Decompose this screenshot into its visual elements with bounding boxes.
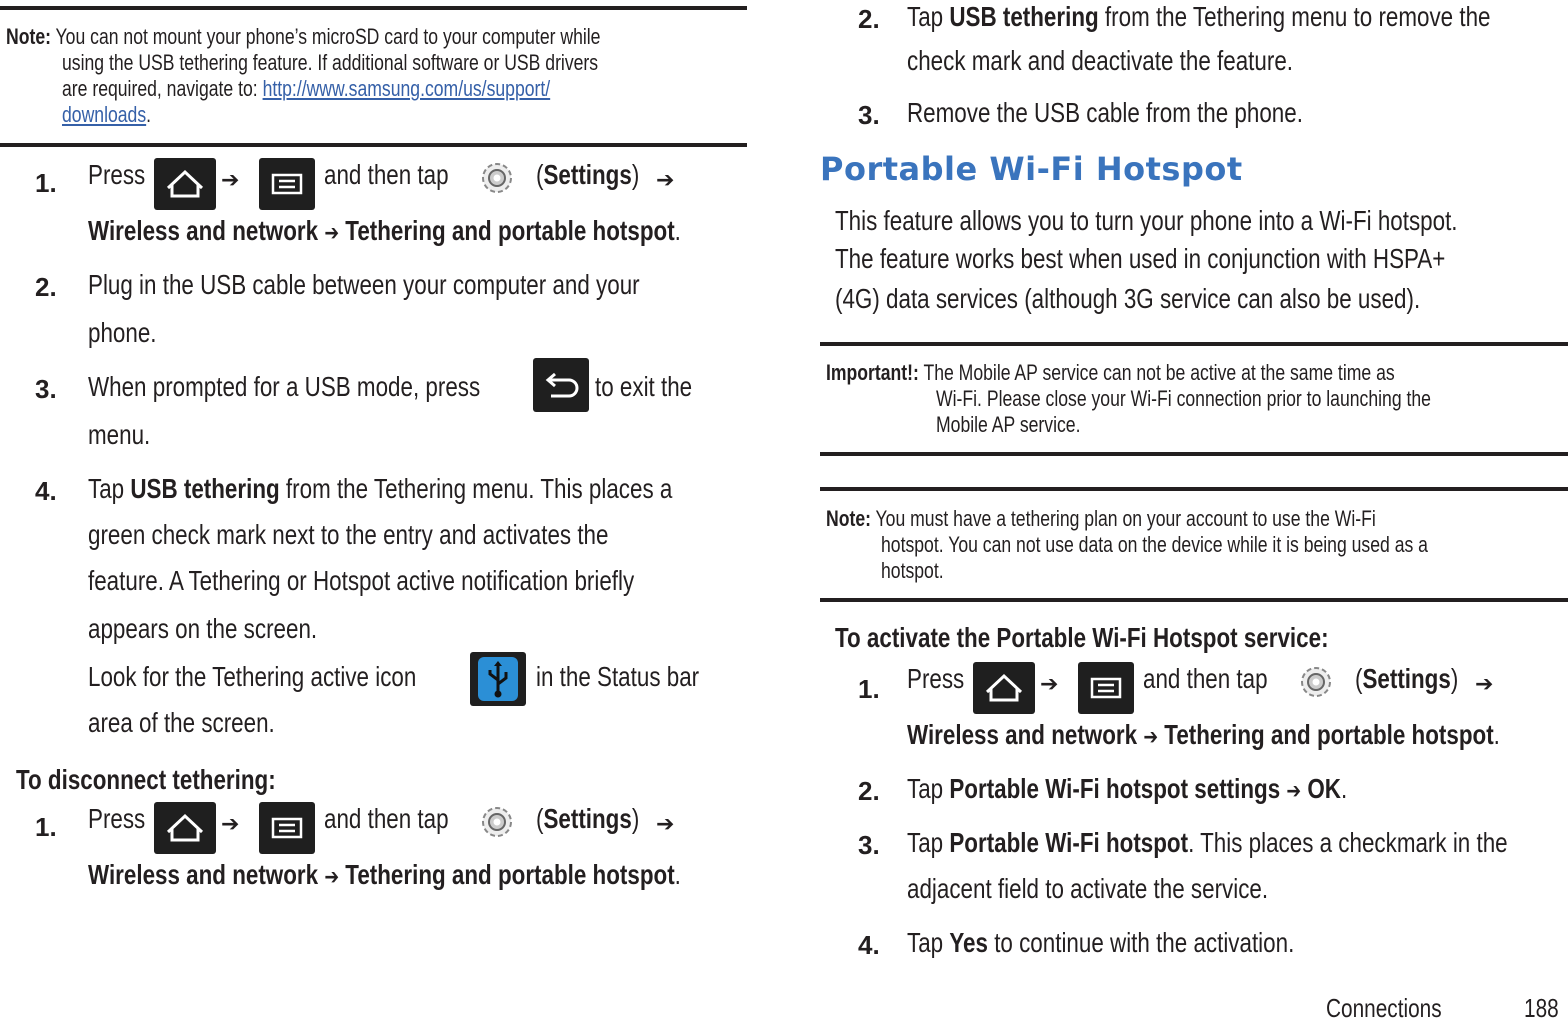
- settings-gear-icon: [1292, 660, 1340, 712]
- important-bottom-rule: [820, 452, 1568, 456]
- arrow-icon: ➔: [1475, 672, 1494, 697]
- samsung-downloads-link[interactable]: downloads: [62, 102, 147, 127]
- step-number: 4.: [858, 930, 880, 960]
- menu-key-icon: [259, 158, 315, 210]
- note-label: Note:: [6, 24, 51, 49]
- step-number: 4.: [35, 476, 57, 506]
- home-key-icon: [154, 158, 216, 210]
- step-number: 2.: [35, 272, 57, 302]
- step-number: 3.: [35, 374, 57, 404]
- step-number: 2.: [858, 4, 880, 34]
- note-top-rule: [820, 487, 1568, 491]
- note-top-rule: [0, 6, 747, 10]
- home-key-icon: [154, 802, 216, 854]
- disconnect-heading: To disconnect tethering:: [16, 764, 276, 795]
- step-number: 1.: [35, 812, 57, 842]
- usb-tethering-icon: [470, 652, 526, 706]
- step-number: 3.: [858, 100, 880, 130]
- menu-key-icon: [1078, 662, 1134, 714]
- activate-heading: To activate the Portable Wi-Fi Hotspot service:: [835, 622, 1329, 653]
- page-number: 188: [1524, 993, 1559, 1023]
- back-key-icon: [533, 358, 589, 412]
- settings-gear-icon: [473, 800, 521, 852]
- step-number: 1.: [858, 674, 880, 704]
- arrow-icon: ➔: [221, 812, 240, 837]
- menu-key-icon: [259, 802, 315, 854]
- arrow-icon: ➔: [1040, 672, 1059, 697]
- step-1-line-1: Press ➔ and then tap (Settings) ➔: [88, 158, 144, 192]
- step-number: 2.: [858, 776, 880, 806]
- arrow-icon: ➔: [221, 168, 240, 193]
- arrow-icon: ➔: [656, 812, 675, 837]
- important-top-rule: [820, 342, 1568, 346]
- footer-section: Connections: [1326, 993, 1442, 1023]
- step-number: 3.: [858, 830, 880, 860]
- section-heading: Portable Wi-Fi Hotspot: [820, 150, 1243, 188]
- samsung-support-link[interactable]: http://www.samsung.com/us/support/: [262, 76, 551, 101]
- settings-gear-icon: [473, 156, 521, 208]
- note-bottom-rule: [820, 598, 1568, 602]
- step-number: 1.: [35, 168, 57, 198]
- note-bottom-rule: [0, 143, 747, 147]
- arrow-icon: ➔: [656, 168, 675, 193]
- step-1-line-2: Wireless and network ➔ Tethering and portable hotspot.: [88, 215, 681, 246]
- home-key-icon: [973, 662, 1035, 714]
